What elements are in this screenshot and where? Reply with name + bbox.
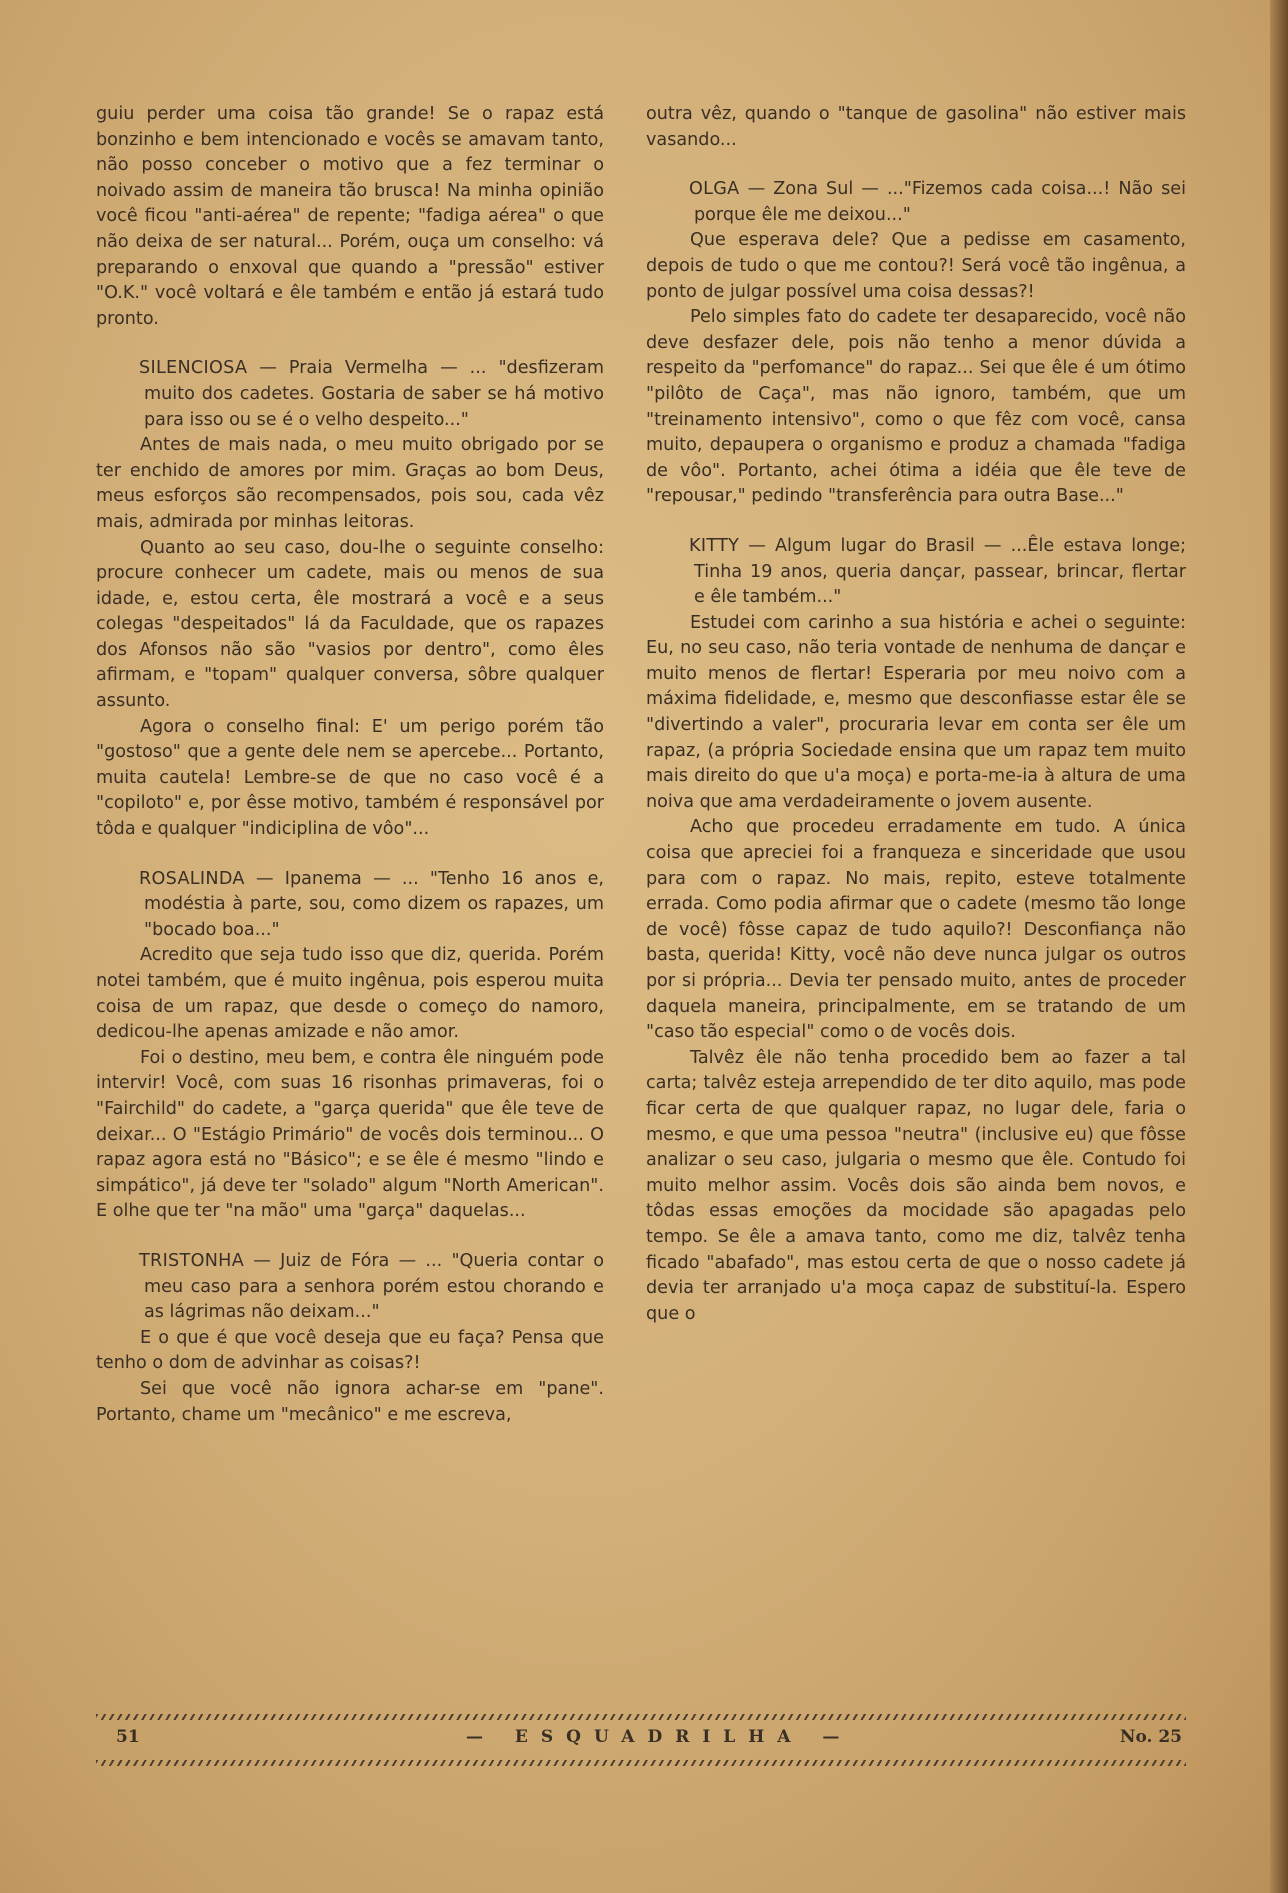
body-paragraph: Sei que você não ignora achar-se em "pane". Portanto, chame um "mecânico" e me escreva, [96, 1378, 604, 1425]
body-paragraph: Acho que procedeu erradamente em tudo. A única coisa que apreciei foi a franqueza e sinceridade que usou para com o rapaz. No mais, repito, esteve totalmente errada. Como podia afirmar que o cadete (mesmo tão longe de você) fôsse capaz de tudo aquilo?! Desconfiança não basta, querida! Kitty, você não deve nunca julgar os outros por si própria... Devia ter pensado muito, antes de proceder daquela maneira, principalmente, em se tratando de um "caso tão especial" como o de vocês dois. [646, 817, 1186, 1043]
reader-quote: ... "desfizeram muito dos cadetes. Gostaria de saber se há motivo para isso ou se é o velho despeito..." [144, 358, 604, 430]
reader-letter-heading: TRISTONHA — Juiz de Fóra — ... "Queria contar o meu caso para a senhora porém estou chorando e as lágrimas não deixam..." [139, 1250, 604, 1323]
reader-location: Ipanema [284, 868, 362, 889]
reader-quote: ... "Queria contar o meu caso para a senhora porém estou chorando e as lágrimas não deixam..." [144, 1250, 604, 1323]
left-column [96, 102, 604, 1428]
reader-pseudonym: OLGA [689, 179, 740, 200]
body-paragraph: Que esperava dele? Que a pedisse em casamento, depois de tudo o que me contou?! Será você tão ingênua, a ponto de julgar possível uma coisa dessas?! [646, 230, 1186, 302]
reader-location: Praia Vermelha [288, 358, 429, 379]
section-gap [646, 510, 1186, 534]
reader-letter-heading: SILENCIOSA — Praia Vermelha — ... "desfizeram muito dos cadetes. Gostaria de saber se há motivo para isso ou se é o velho despeito..." [139, 358, 604, 430]
page-edge [1270, 0, 1288, 1893]
reader-pseudonym: ROSALINDA [139, 868, 245, 889]
body-paragraph: outra vêz, quando o "tanque de gasolina" não estiver mais vasando... [646, 104, 1186, 150]
body-paragraph: Antes de mais nada, o meu muito obrigado por se ter enchido de amores por mim. Graças ao bom Deus, meus esforços são recompensados, pois sou, cada vêz mais, admirada por minhas leitoras. [96, 435, 604, 532]
page-footer [96, 1727, 1186, 1755]
section-gap [96, 843, 604, 867]
reader-letter-heading: KITTY — Algum lugar do Brasil — ...Êle estava longe; Tinha 19 anos, queria dançar, passear, brincar, flertar e êle também..." [689, 535, 1187, 608]
body-paragraph: Talvêz êle não tenha procedido bem ao fazer a tal carta; talvêz esteja arrependido de ter dito aquilo, mas pode ficar certa de que qualquer rapaz, no lugar dele, faria o mesmo, e que uma pessoa "neutra" (inclusive eu) que fôsse analizar o seu caso, julgaria o mesmo que êle. Contudo foi muito melhor assim. Vocês dois são ainda bem novos, e tôdas essas emoções da mocidade são apagadas pelo tempo. Se êle a amava tanto, como me diz, talvêz tenha ficado "abafado", mas estou certa de que o nosso cadete já devia ter arranjado u'a moça capaz de substituí-la. Espero que o [646, 1047, 1186, 1324]
body-paragraph: E o que é que você deseja que eu faça? Pensa que tenho o dom de advinhar as coisas?! [96, 1327, 604, 1374]
section-gap [96, 332, 604, 356]
body-paragraph: guiu perder uma coisa tão grande! Se o rapaz está bonzinho e bem intencionado e vocês se amavam tanto, não posso conceber o motivo que a fez terminar o noivado assim de maneira tão brusca! Na minha opinião você ficou "anti-aérea" de repente; "fadiga aérea" o que não deixa de ser natural... Porém, ouça um conselho: vá preparando o enxoval que quando a "pressão" estiver "O.K." você voltará e êle também e então já estará tudo pronto. [96, 104, 604, 329]
reader-letter-heading: ROSALINDA — Ipanema — ... "Tenho 16 anos e, modéstia à parte, sou, como dizem os rapazes, um "bocado boa..." [139, 868, 605, 940]
body-paragraph: Quanto ao seu caso, dou-lhe o seguinte conselho: procure conhecer um cadete, mais ou menos de sua idade, e, estou certa, êle mostrará a você e a seus colegas "despeitados" lá da Faculdade, que os rapazes dos Afonsos não são "vasios por dentro", como êles afirmam, e "topam" qualquer conversa, sôbre qualquer assunto. [96, 537, 604, 712]
body-paragraph: Foi o destino, meu bem, e contra êle ninguém pode intervir! Você, com suas 16 risonhas primaveras, foi o "Fairchild" do cadete, a "garça querida" que êle teve de deixar... O "Estágio Primário" de vocês dois terminou... O rapaz agora está no "Básico"; e se êle é mesmo "lindo e simpático", já deve ter "solado" algum "North American". E olhe que ter "na mão" uma "garça" daquelas... [96, 1047, 604, 1222]
footer-wavy-rule-top [96, 1714, 1186, 1720]
reader-location: Juiz de Fóra [280, 1250, 390, 1271]
reader-quote: ...Êle estava longe; Tinha 19 anos, queria dançar, passear, brincar, flertar e êle também..." [694, 535, 1187, 608]
reader-pseudonym: KITTY [689, 535, 740, 556]
footer-wavy-rule-bottom [96, 1760, 1186, 1766]
page-number: 51 [116, 1727, 140, 1747]
magazine-name: — ESQUADRILHA — [466, 1727, 853, 1747]
reader-pseudonym: TRISTONHA [139, 1250, 245, 1271]
reader-location: Zona Sul [773, 179, 854, 200]
reader-pseudonym: SILENCIOSA [139, 358, 248, 379]
reader-location: Algum lugar do Brasil [774, 535, 975, 556]
reader-letter-heading: OLGA — Zona Sul — ..."Fizemos cada coisa...! Não sei porque êle me deixou..." [689, 179, 1186, 225]
body-paragraph: Acredito que seja tudo isso que diz, querida. Porém notei também, que é muito ingênua, pois esperou muita coisa de um rapaz, que desde o começo do namoro, dedicou-lhe apenas amizade e não amor. [96, 945, 604, 1043]
reader-quote: ... "Tenho 16 anos e, modéstia à parte, sou, como dizem os rapazes, um "bocado boa..." [144, 868, 605, 940]
reader-quote: ..."Fizemos cada coisa...! Não sei porque êle me deixou..." [694, 179, 1186, 225]
issue-number: No. 25 [1119, 1727, 1182, 1747]
body-paragraph: Pelo simples fato do cadete ter desaparecido, você não deve desfazer dele, pois não tenho a menor dúvida a respeito da "perfomance" do rapaz... Sei que êle é um ótimo "pilôto de Caça", mas não ignoro, também, que um "treinamento intensivo", como o que fêz com você, cansa muito, depaupera o organismo e produz a chamada "fadiga de vôo". Portanto, achei ótima a idéia que êle teve de "repousar," pedindo "transferência para outra Base..." [646, 307, 1186, 507]
body-paragraph: Agora o conselho final: E' um perigo porém tão "gostoso" que a gente dele nem se apercebe... Portanto, muita cautela! Lembre-se de que no caso você é a "copiloto" e, por êsse motivo, também é responsável por tôda e qualquer "indiciplina de vôo"... [96, 716, 604, 840]
section-gap [646, 153, 1186, 177]
body-paragraph: Estudei com carinho a sua história e achei o seguinte: Eu, no seu caso, não teria vontade de nenhuma de dançar e muito menos de flertar! Esperaria por meu noivo com a máxima fidelidade, e, mesmo que desconfiasse estar êle se "divertindo a valer", procuraria levar em conta ser êle um rapaz, (a própria Sociedade ensina que um rapaz tem muito mais direito do que u'a moça) e porta-me-ia à altura de uma noiva que ama verdadeiramente o jovem ausente. [646, 612, 1186, 812]
section-gap [96, 1225, 604, 1249]
right-column [646, 102, 1186, 1327]
